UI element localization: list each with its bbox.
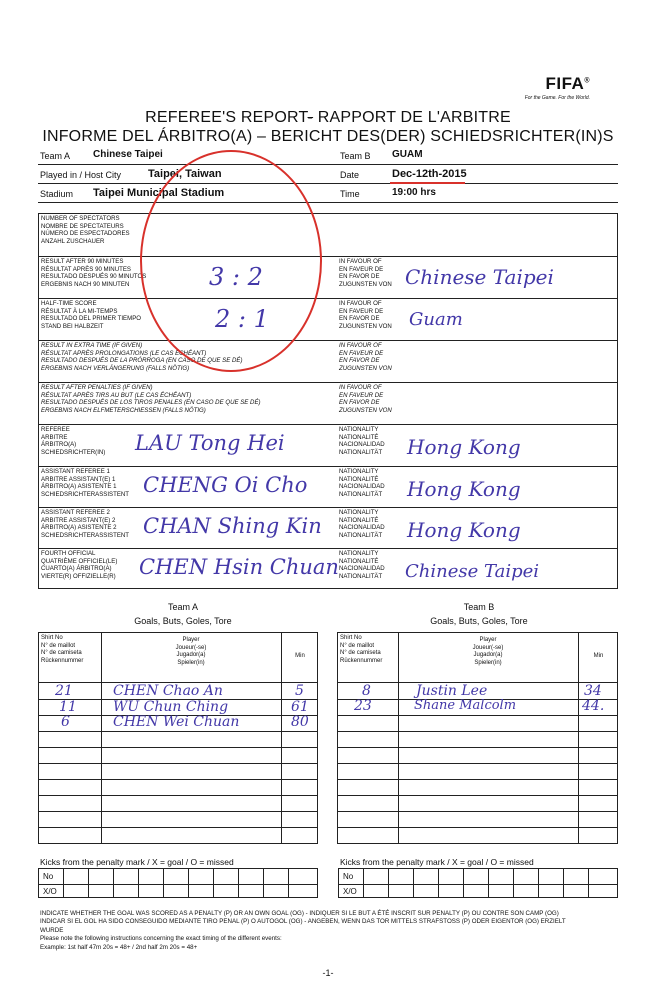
row-fourth — [39, 549, 617, 590]
label-line: REFEREE — [41, 426, 70, 433]
ar2-labels — [41, 509, 129, 540]
label-line: NACIONALIDAD — [339, 483, 385, 491]
pen-mid — [339, 884, 617, 885]
label-line: NATIONALITY — [339, 550, 379, 557]
hdr-line: Joueur(-se) — [472, 644, 504, 651]
header-row-stadium — [38, 184, 618, 203]
player-header — [398, 637, 578, 667]
goal-a1-no: 21 — [55, 683, 73, 699]
label-line: ZUGUNSTEN VON — [339, 323, 392, 331]
goal-a3-no: 6 — [61, 714, 70, 730]
label-line: IN FAVOUR OF — [339, 258, 382, 265]
hdr-line: Jugador(a) — [473, 652, 503, 659]
label-line: ZUGUNSTEN VON — [339, 407, 392, 415]
goal-b1-no: 8 — [362, 683, 371, 699]
goals-subtitle: Goals, Buts, Goles, Tore — [430, 616, 528, 626]
report-title-line1 — [0, 108, 656, 127]
pen-cell — [88, 869, 89, 897]
fifa-logo — [525, 74, 590, 101]
date-label: Date — [340, 170, 360, 180]
team-a-goals-table — [38, 632, 318, 844]
label-line: RESULTADO DEL PRIMER TIEMPO — [41, 315, 141, 323]
favour-labels — [339, 300, 392, 331]
label-line: ASSISTANT REFEREE 2 — [41, 509, 110, 516]
penalty-grid-a — [38, 868, 318, 898]
row-line — [338, 731, 617, 732]
penalty-title-b: Kicks from the penalty mark / X = goal / O = missed — [340, 857, 534, 867]
logo-tagline: For the Game. For the World. — [524, 95, 590, 101]
row-line — [338, 779, 617, 780]
spectators-labels — [41, 215, 130, 246]
label-line: IN FAVOUR OF — [339, 300, 382, 307]
min-header: Min — [295, 653, 305, 659]
hdr-line: Shirt No — [340, 635, 362, 641]
pen-cell — [563, 869, 564, 897]
goal-a2-player: WU Chun Ching — [113, 699, 229, 715]
team-b-goals-table — [337, 632, 618, 844]
pen-cell — [588, 869, 589, 897]
pen-cell — [513, 869, 514, 897]
row-line — [39, 811, 317, 812]
goal-a3-player: CHEN Wei Chuan — [113, 714, 240, 730]
results-grid — [38, 213, 618, 589]
label-line: EN FAVEUR DE — [339, 391, 384, 399]
label-line: EN FAVEUR DE — [339, 307, 384, 315]
hdr-line: Rückennummer — [41, 657, 84, 664]
label-line: ARBITRE — [41, 433, 68, 441]
label-line: SCHIEDSRICHTERASSISTENT — [41, 491, 130, 499]
hdr-line: Spieler(in) — [177, 659, 205, 666]
date-underline — [390, 182, 465, 184]
hdr-line: Spieler(in) — [474, 659, 502, 666]
hdr-line: Shirt No — [41, 635, 63, 641]
label-line: NATIONALITÉ — [339, 557, 379, 565]
pen-cell — [213, 869, 214, 897]
label-line: ANZAHL ZUSCHAUER — [41, 238, 105, 246]
footer-line: WURDE — [40, 926, 64, 934]
label-line: RÉSULTAT À LA MI-TEMPS — [41, 307, 118, 315]
label-line: NATIONALITÉ — [339, 516, 379, 524]
goal-a1-min: 5 — [295, 683, 304, 699]
goal-b1-player: Justin Lee — [416, 683, 488, 699]
team-b-goals-heading — [334, 602, 624, 626]
pen-cell — [263, 869, 264, 897]
footer-line: Example: 1st half 47m 20s = 48+ / 2nd half 2m 20s = 48+ — [40, 943, 198, 951]
goals-subtitle: Goals, Buts, Goles, Tore — [134, 616, 232, 626]
pen-cell — [363, 869, 364, 897]
ar2-name: CHAN Shing Kin — [143, 514, 322, 538]
pen-cell — [538, 869, 539, 897]
row-line — [39, 731, 317, 732]
halftime-favour: Guam — [409, 309, 463, 330]
row-ar1 — [39, 467, 617, 508]
label-line: NATIONALITY — [339, 509, 379, 516]
player-header — [101, 637, 281, 667]
label-line: HALF-TIME SCORE — [41, 300, 97, 307]
pen-cell — [163, 869, 164, 897]
hdr-line: N° de maillot — [340, 642, 375, 649]
label-line: NOMBRE DE SPECTATEURS — [41, 222, 124, 230]
label-line: ERGEBNIS NACH ELFMETERSCHIESSEN (FALLS NÖTIG) — [41, 407, 206, 415]
result90-favour: Chinese Taipei — [405, 265, 554, 289]
min-header: Min — [593, 653, 604, 659]
hdr-line: N° de camiseta — [340, 650, 381, 657]
goals-header — [338, 633, 617, 683]
row-line — [338, 811, 617, 812]
pen-no-label: No — [43, 872, 54, 881]
goals-team-label: Team B — [463, 602, 495, 612]
pen-cell — [413, 869, 414, 897]
favour-labels — [339, 258, 392, 289]
label-line: VIERTE(R) OFFIZIELLE(R) — [41, 573, 116, 581]
row-line — [39, 779, 317, 780]
row-result90 — [39, 257, 617, 299]
city-label: Played in / Host City — [40, 170, 122, 180]
label-line: RESULT IN EXTRA TIME (IF GIVEN) — [41, 342, 143, 349]
shirt-header — [41, 635, 83, 665]
pen-xo-label: X/O — [43, 887, 57, 896]
shirt-header — [340, 635, 382, 665]
label-line: STAND BEI HALBZEIT — [41, 323, 104, 331]
label-line: RESULTADO DESPUÉS DE LA PRÓRROGA (EN CASO DE QUE SE DÉ) — [41, 357, 243, 365]
result90-labels — [41, 258, 146, 289]
pen-cell — [388, 869, 389, 897]
logo-reg: ® — [584, 77, 590, 85]
goal-a2-no: 11 — [59, 699, 77, 715]
label-line: NÚMERO DE ESPECTADORES — [41, 230, 130, 238]
label-line: ÁRBITRO(A) ASISTENTE 1 — [41, 483, 117, 491]
pen-cell — [63, 869, 64, 897]
pen-cell — [113, 869, 114, 897]
nationality-labels — [339, 509, 385, 540]
label-line: ERGEBNIS NACH VERLÄNGERUNG (FALLS NÖTIG) — [41, 365, 190, 373]
row-line — [338, 715, 617, 716]
hdr-line: Jugador(a) — [176, 652, 206, 659]
label-line: NACIONALIDAD — [339, 441, 385, 449]
label-line: SCHIEDSRICHTERASSISTENT — [41, 532, 130, 540]
label-line: EN FAVOR DE — [339, 273, 380, 281]
pen-xo-label: X/O — [343, 887, 357, 896]
label-line: NACIONALIDAD — [339, 565, 385, 573]
row-line — [338, 747, 617, 748]
label-line: RÉSULTAT APRÈS 90 MINUTES — [41, 265, 131, 273]
page-number: -1- — [322, 968, 334, 978]
label-line: RÉSULTAT APRÈS PROLONGATIONS (LE CAS ÉCHÉANT) — [41, 349, 207, 357]
row-line — [338, 795, 617, 796]
fourth-labels — [41, 550, 117, 581]
footer-instructions — [40, 910, 630, 952]
label-line: CUARTO(A) ÁRBITRO(A) — [41, 565, 112, 573]
header-row-teams — [38, 146, 618, 165]
label-line: ÁRBITRO(A) — [41, 441, 77, 449]
penalty-grid-b — [338, 868, 618, 898]
label-line: ARBITRE ASSISTANT(E) 1 — [41, 475, 116, 483]
favour-labels — [339, 384, 392, 415]
row-line — [39, 763, 317, 764]
referee-nationality: Hong Kong — [407, 435, 521, 459]
label-line: NUMBER OF SPECTATORS — [41, 215, 120, 222]
label-line: NATIONALITY — [339, 426, 379, 433]
team-a-value: Chinese Taipei — [93, 149, 163, 160]
label-line: RESULT AFTER PENALTIES (IF GIVEN) — [41, 384, 153, 391]
goal-b2-player: Shane Malcolm — [414, 698, 517, 713]
pen-cell — [138, 869, 139, 897]
time-value: 19:00 hrs — [392, 187, 436, 198]
referee-labels — [41, 426, 105, 457]
title-part: REFEREE'S REPORT — [145, 109, 308, 126]
hdr-line: Joueur(-se) — [175, 644, 207, 651]
label-line: ERGEBNIS NACH 90 MINUTEN — [41, 281, 130, 289]
hdr-line: Player — [479, 637, 497, 643]
red-circle-annotation — [140, 150, 322, 372]
label-line: NATIONALITÉ — [339, 475, 379, 483]
result90-score: 3 : 2 — [209, 263, 263, 291]
hdr-line: N° de camiseta — [41, 650, 82, 657]
footer-line: Please note the following instructions concerning the exact timing of the different events: — [40, 935, 282, 943]
row-line — [338, 763, 617, 764]
row-extratime — [39, 341, 617, 383]
label-line: ASSISTANT REFEREE 1 — [41, 468, 110, 475]
goal-b2-no: 23 — [354, 698, 372, 714]
label-line: IN FAVOUR OF — [339, 384, 382, 391]
goal-a3-min: 80 — [291, 714, 309, 730]
team-b-label: Team B — [340, 151, 371, 161]
hdr-line: Rückennummer — [340, 657, 383, 664]
pen-cell — [238, 869, 239, 897]
row-line — [39, 827, 317, 828]
pen-cell — [438, 869, 439, 897]
penalties-labels — [41, 384, 261, 415]
goal-b2-min: 44. — [582, 698, 605, 714]
time-label: Time — [340, 189, 360, 199]
row-referee — [39, 425, 617, 467]
label-line: RESULTADO DESPUÉS DE LOS TIROS PENALES (EN CASO DE QUE SE DÉ) — [41, 399, 261, 407]
referee-name: LAU Tong Hei — [135, 431, 285, 455]
ar1-name: CHENG Oi Cho — [143, 473, 308, 497]
label-line: EN FAVOR DE — [339, 315, 380, 323]
pen-cell — [488, 869, 489, 897]
ar1-nationality: Hong Kong — [407, 477, 521, 501]
goal-a2-min: 61 — [291, 699, 309, 715]
logo-word: FIFA — [545, 74, 585, 93]
date-value: Dec-12th-2015 — [392, 168, 467, 180]
row-line — [39, 747, 317, 748]
stadium-label: Stadium — [40, 189, 74, 199]
pen-cell — [288, 869, 289, 897]
nationality-labels — [339, 468, 385, 499]
label-line: EN FAVEUR DE — [339, 265, 384, 273]
team-a-label: Team A — [40, 151, 71, 161]
label-line: RÉSULTAT APRÈS TIRS AU BUT (LE CAS ÉCHÉANT) — [41, 391, 192, 399]
footer-line: INDICATE WHETHER THE GOAL WAS SCORED AS A PENALTY (P) OR AN OWN GOAL (OG) - INDIQUER SI LE BUT A ÉTÉ INSCRIT SUR PENALTY (P) OU CONTRE SON CAMP (OG) — [40, 910, 559, 917]
footer-line: INDICAR SI EL GOL HA SIDO CONSEGUIDO MEDIANTE TIRO PENAL (P) O AUTOGOL (OG) - ANGEBEN, WENN DAS TOR MITTELS STRAFSTOSS (P) ODER EIGENTOR (OG) ERZIELT — [40, 918, 566, 926]
label-line: ZUGUNSTEN VON — [339, 365, 392, 373]
halftime-score: 2 : 1 — [215, 305, 269, 333]
row-line — [338, 827, 617, 828]
row-halftime — [39, 299, 617, 341]
pen-no-label: No — [343, 872, 354, 881]
label-line: ZUGUNSTEN VON — [339, 281, 392, 289]
fourth-nationality: Chinese Taipei — [405, 561, 540, 582]
label-line: NATIONALITÉ — [339, 433, 379, 441]
report-title-line2: INFORME DEL ÁRBITRO(A) – BERICHT DES(DER) SCHIEDSRICHTER(IN)S — [42, 128, 614, 145]
team-a-goals-heading — [38, 602, 328, 626]
hdr-line: N° de maillot — [41, 642, 76, 649]
nationality-labels — [339, 426, 385, 457]
favour-labels — [339, 342, 392, 373]
row-line — [39, 795, 317, 796]
team-b-value: GUAM — [392, 149, 423, 160]
label-line: FOURTH OFFICIAL — [41, 550, 96, 557]
nationality-labels — [339, 550, 385, 581]
title-strike: - — [307, 109, 314, 126]
label-line: RESULT AFTER 90 MINUTES — [41, 258, 124, 265]
label-line: QUATRIÈME OFFICIEL(LE) — [41, 557, 118, 565]
label-line: NATIONALITÄT — [339, 449, 383, 457]
label-line: NATIONALITÄT — [339, 573, 383, 581]
label-line: NATIONALITÄT — [339, 532, 383, 540]
label-line: NATIONALITÄT — [339, 491, 383, 499]
goal-a1-player: CHEN Chao An — [113, 683, 223, 699]
label-line: EN FAVOR DE — [339, 399, 380, 407]
row-ar2 — [39, 508, 617, 549]
label-line: IN FAVOUR OF — [339, 342, 382, 349]
ar1-labels — [41, 468, 129, 499]
hdr-line: Player — [182, 637, 200, 643]
label-line: ARBITRE ASSISTANT(E) 2 — [41, 516, 116, 524]
label-line: EN FAVOR DE — [339, 357, 380, 365]
label-line: SCHIEDSRICHTER(IN) — [41, 449, 106, 457]
label-line: NATIONALITY — [339, 468, 379, 475]
row-spectators — [39, 214, 617, 257]
goal-b1-min: 34 — [584, 683, 602, 699]
label-line: RESULTADO DESPUÉS 90 MINUTOS — [41, 273, 147, 281]
label-line: ÁRBITRO(A) ASISTENTE 2 — [41, 524, 117, 532]
title-part: RAPPORT DE L'ARBITRE — [313, 109, 511, 126]
ar2-nationality: Hong Kong — [407, 518, 521, 542]
label-line: EN FAVEUR DE — [339, 349, 384, 357]
stadium-value: Taipei Municipal Stadium — [93, 187, 225, 199]
pen-mid — [39, 884, 317, 885]
row-penalties — [39, 383, 617, 425]
pen-cell — [188, 869, 189, 897]
city-value: Taipei, Taiwan — [148, 168, 222, 180]
halftime-labels — [41, 300, 141, 331]
header-row-city — [38, 165, 618, 184]
label-line: NACIONALIDAD — [339, 524, 385, 532]
fourth-name: CHEN Hsin Chuan — [139, 555, 339, 579]
goals-header — [39, 633, 317, 683]
penalty-title-a: Kicks from the penalty mark / X = goal / O = missed — [40, 857, 234, 867]
goals-team-label: Team A — [167, 602, 198, 612]
pen-cell — [463, 869, 464, 897]
